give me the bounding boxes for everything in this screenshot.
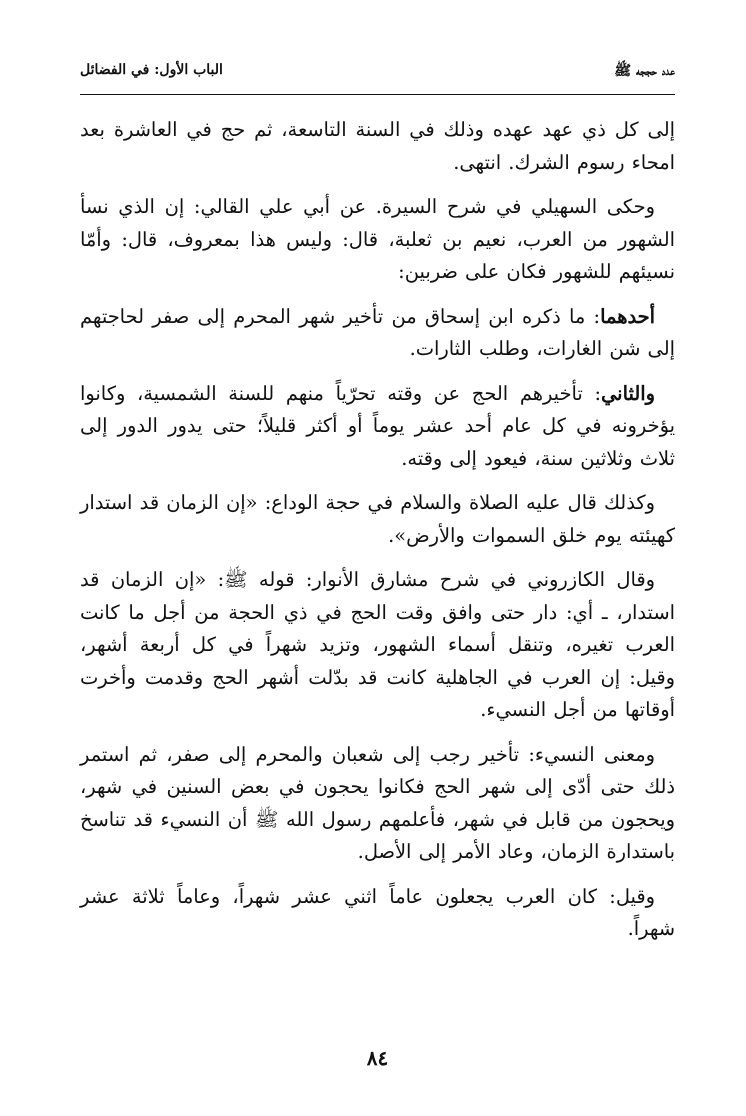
paragraph-text: وقيل: كان العرب يجعلون عاماً اثني عشر شهراً، وعاماً ثلاثة عشر شهراً. xyxy=(80,884,675,940)
paragraph-text: وحكى السهيلي في شرح السيرة. عن أبي علي القالي: إن الذي نسأ الشهور من العرب، نعيم بن ثعلبة، قال: وليس هذا بمعروف، قال: وأمّا نسيئهم للشهور فكان على ضربين: xyxy=(80,195,675,283)
running-header xyxy=(80,50,675,95)
paragraph-text: إلى كل ذي عهد عهده وذلك في السنة التاسعة، ثم حج في العاشرة بعد امحاء رسوم الشرك. انتهى. xyxy=(80,118,675,174)
paragraph-8 xyxy=(80,881,675,946)
paragraph-6 xyxy=(80,564,675,727)
chapter-section-title: عدد حججه ﷺ xyxy=(614,63,675,79)
paragraph-3 xyxy=(80,301,675,366)
paragraph-5 xyxy=(80,487,675,552)
paragraph-4 xyxy=(80,378,675,476)
paragraph-7 xyxy=(80,739,675,869)
paragraph-text: ومعنى النسيء: تأخير رجب إلى شعبان والمحرم إلى صفر، ثم استمر ذلك حتى أدّى إلى شهر الحج فكانوا يحجون في بعض السنين في شهر، ويحجون من قابل في شهر، فأعلمهم رسول الله ﷺ أن النسيء قد تناسخ باستدارة الزمان، وعاد الأمر إلى الأصل. xyxy=(80,742,675,863)
page-number: ٨٤ xyxy=(366,1046,389,1070)
paragraph-lead-word: أحدهما xyxy=(600,304,655,328)
chapter-title: الباب الأول: في الفضائل xyxy=(80,62,223,78)
paragraph-lead-word: والثاني xyxy=(601,381,655,405)
paragraph-1 xyxy=(80,114,675,179)
body-text xyxy=(80,114,675,958)
paragraph-text: وقال الكازروني في شرح مشارق الأنوار: قوله ﷺ: «إن الزمان قد استدار، ـ أي: دار حتى وافق وقت الحج في ذي الحجة من أجل ما كانت العرب تغيره، وتنقل أسماء الشهور، وتزيد شهراً في كل أربعة أشهر، وقيل: إن العرب في الجاهلية كانت قد بدّلت أشهر الحج وقدمت وأخرت أوقاتها من أجل النسيء. xyxy=(80,568,675,721)
paragraph-2 xyxy=(80,191,675,289)
book-page xyxy=(80,50,675,1090)
paragraph-text: : تأخيرهم الحج عن وقته تحرّياً منهم للسنة الشمسية، وكانوا يؤخرونه في كل عام أحد عشر يوماً أو أكثر قليلاً؛ حتى يدور الدور إلى ثلاث وثلاثين سنة، فيعود إلى وقته. xyxy=(80,381,675,470)
paragraph-text: وكذلك قال عليه الصلاة والسلام في حجة الوداع: «إن الزمان قد استدار كهيئته يوم خلق السموات والأرض». xyxy=(80,491,675,547)
paragraph-text: : ما ذكره ابن إسحاق من تأخير شهر المحرم إلى صفر لحاجتهم إلى شن الغارات، وطلب الثارات. xyxy=(80,304,675,360)
